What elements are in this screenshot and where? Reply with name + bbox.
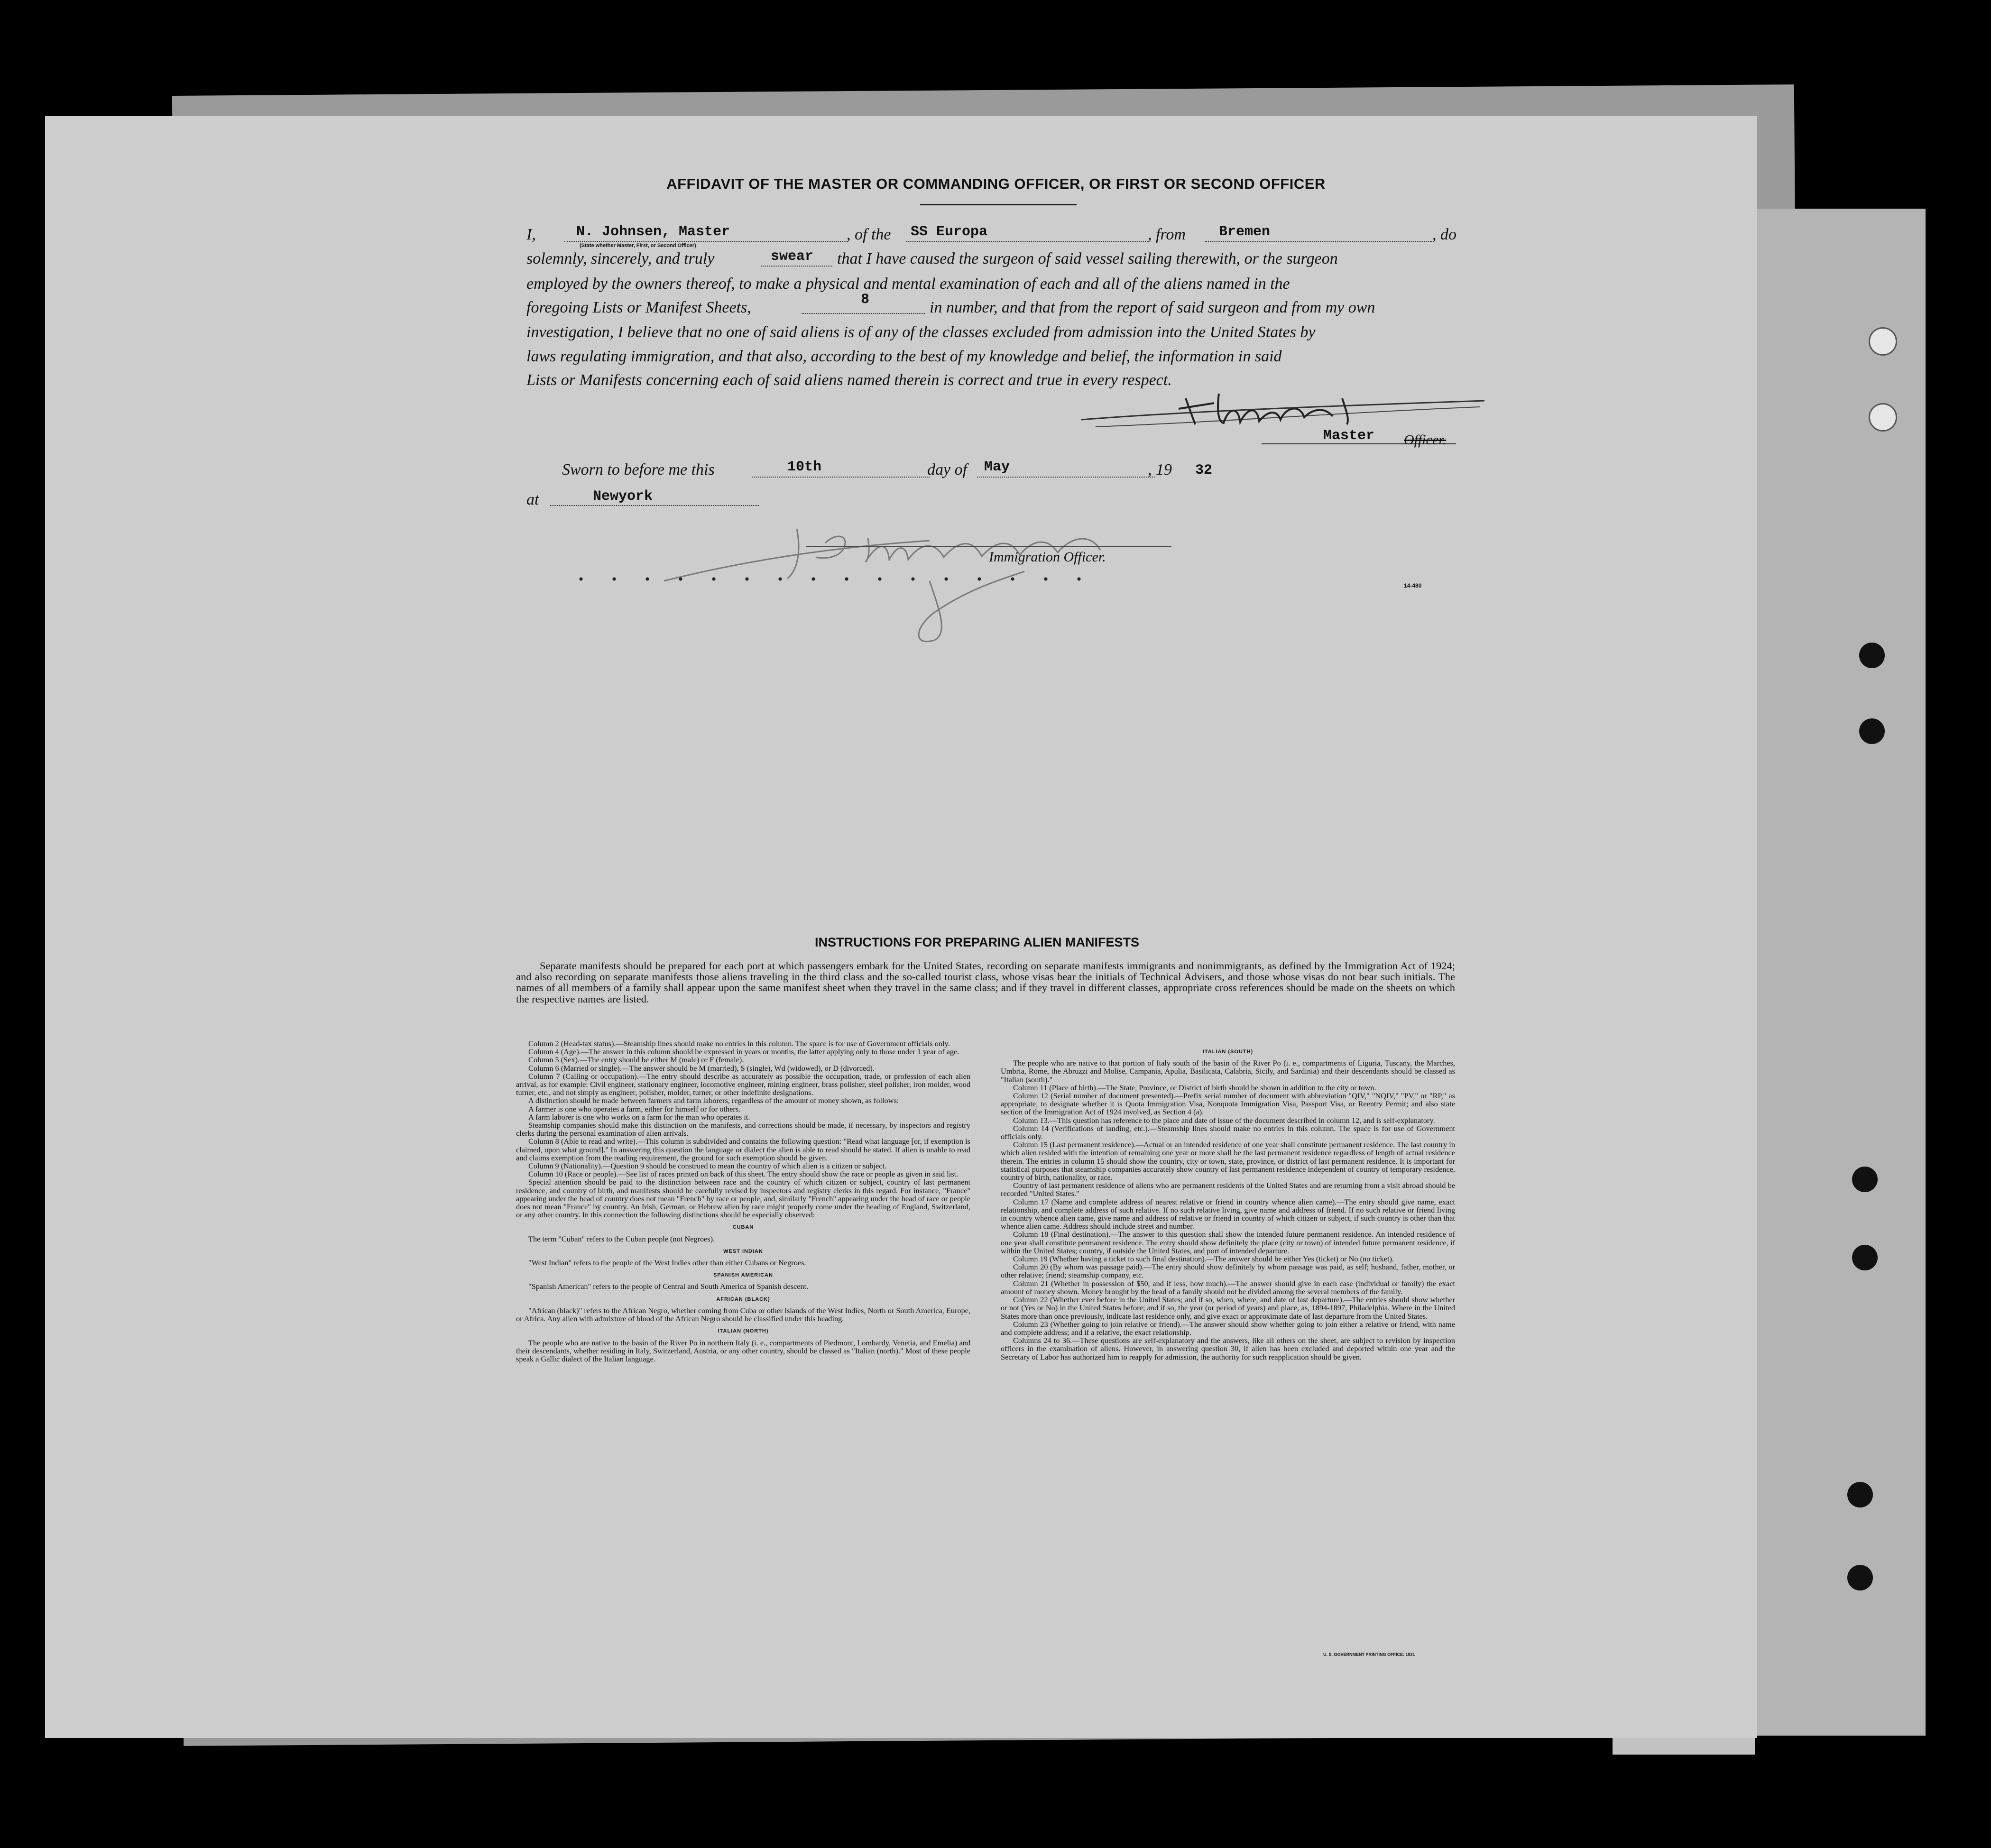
blank-line [802,313,925,314]
binder-hole-icon [1847,1565,1873,1591]
paragraph: Column 8 (Able to read and write).—This column is subdivided and contains the following question: "Read what language [or, if exemption is claimed, upon what ground]." In answering this question the language or dialect the alien is able to read should be stated. If alien is unable to read and claims exemption from the reading requirement, the ground for such exemption should be given. [516,1137,970,1162]
signature-line [806,546,1171,547]
paragraph: Column 13.—This question has reference to the place and date of issue of the document described in column 12, and is self-explanatory. [1013,1115,1435,1125]
binder-hole-icon [1869,403,1897,432]
instructions-title: INSTRUCTIONS FOR PREPARING ALIEN MANIFESTS [814,935,1140,949]
paragraph: "African (black)" refers to the African Negro, whether coming from Cuba or other islands of the West Indies, North or South America, Europe, or Africa. Any alien with admixture of blood of the African Negro should be classified under this heading. [516,1306,970,1324]
paragraph: Column 9 (Nationality).—Question 9 should be construed to mean the country of which alien is a citizen or subject. [528,1161,887,1171]
text: day of [927,461,968,478]
section-heading: ITALIAN (SOUTH) [1202,1049,1254,1055]
paragraph: Column 20 (By whom was passage paid).—The entry should show definitely by whom passage was paid, as self; husband, father, mother, or other relative; friend; steamship company, etc. [1001,1262,1455,1280]
paragraph: Columns 24 to 36.—These questions are self-explanatory and the answers, like all others on the sheet, are subject to revision by inspection officers in the examination of aliens. However, in answering question 30, if alien has been excluded and deported within one year and the Secretary of Labor has authorized him to reapply for admission, the authority for such reapplication should be given. [1001,1336,1455,1361]
affidavit-line-6: laws regulating immigration, and that also, according to the best of my knowledge and belief, the information in said [526,348,1282,365]
back-sheet-edge-right [1755,209,1926,1736]
text: , do [1432,226,1456,243]
affidavit-line-4 [526,299,751,317]
text: , 19 [1148,461,1172,478]
sworn-year-field: 32 [1195,462,1213,478]
text: foregoing Lists or Manifest Sheets, [526,299,751,316]
blank-line [564,241,847,242]
form-number: 14-480 [1404,582,1422,589]
paragraph: Steamship companies should make this distinction on the manifests, and corrections should be made, if necessary, by inspectors and registry clerks during the personal examination of alien arrivals. [516,1121,970,1138]
paragraph: A farm laborer is one who works on a farm for the man who operates it. [528,1112,750,1122]
sworn-place-field: Newyork [593,488,653,505]
paragraph: Column 12 (Serial number of document presented).—Prefix serial number of document with abbreviation "QIV," "NQIV," "PV," or "RP," as appropriate, to designate whether it is Quota Immigration Visa, Nonquota Immigration Visa, Passport Visa, or Reentry Permit; and also state section of the Immigration Act of 1924 involved, as Section 4 (a). [1001,1091,1455,1117]
officer-name-field: N. Johnsen, Master [576,224,730,240]
paragraph: Country of last permanent residence of aliens who are permanent residents of the United States and are returning from a visit abroad should be recorded "United States." [1001,1181,1455,1198]
blank-line [752,477,930,478]
paragraph: Column 10 (Race or people).—See list of races printed on back of this sheet. The entry should show the race or people as given in said list. [528,1169,959,1179]
blank-line [1205,241,1432,242]
paragraph: Column 4 (Age).—The answer in this column should be expressed in years or months, the latter applying only to those under 1 year of age. [528,1047,959,1057]
paragraph: Column 5 (Sex).—The entry should be either M (male) or F (female). [528,1055,744,1065]
departure-port-field: Bremen [1219,224,1271,240]
affidavit-line-5: investigation, I believe that no one of said aliens is of any of the classes excluded from admission into the United States by [526,323,1316,341]
paragraph: Column 19 (Whether having a ticket to such final destination).—The answer should be either Yes (ticket) or No (no ticket). [1013,1254,1394,1264]
perforation-dots [564,576,1110,582]
oath-field: swear [771,248,814,265]
paragraph: Column 6 (Married or single).—The answer should be M (married), S (single), Wd (widowed), or D (divorced). [528,1063,875,1073]
paragraph: Column 7 (Calling or occupation).—The entry should describe as accurately as possible the occupation, trade, or profession of each alien arrival, as for example: Civil engineer, stationary engineer, locomotive engineer, mining engineer, brass polisher, steel polisher, iron molder, wood turner, etc., and not simply as engineer, polisher, molder, turner, or other indefinite designations. [516,1071,970,1097]
sworn-month-field: May [984,459,1010,475]
paragraph: Column 22 (Whether ever before in the United States; and if so, when, where, and date of last departure).—The entries should show whether or not (Yes or No) in the United States before; and if so, the year (or period of years) and place, as, 1894-1897, Philadelphia. Where in the United States more than once previously, indicate last residence only, and give exact or approximate date of last departure from the United States. [1001,1295,1455,1321]
section-heading: ITALIAN (NORTH) [718,1328,769,1334]
title-rule [920,204,1077,205]
blank-line [761,266,832,267]
affidavit-line-7: Lists or Manifests concerning each of said aliens named therein is correct and true in every respect. [526,371,1172,389]
blank-line [906,241,1148,242]
instructions-left-column [516,1039,970,1363]
blank-line [977,477,1155,478]
paragraph: Special attention should be paid to the distinction between race and the country of which citizen or subject, country of last permanent residence, and country of birth, and manifests should be carefully revised by inspectors and registry clerks in this regard. For instance, "France" appearing under the head of country does not mean "French" by race or people, and, similarly "French" appearing under the head of race or people does not mean "France" by country. An Irish, German, or Hebrew alien by race might properly come under the heading of England, Switzerland, or any other country. In this connection the following distinctions should be especially observed: [516,1177,970,1220]
affidavit-line-3: employed by the owners thereof, to make a physical and mental examination of each and all of the aliens named in the [526,275,1290,293]
section-heading: WEST INDIAN [723,1248,763,1254]
paragraph: Column 2 (Head-tax status).—Steamship lines should make no entries in this column. The space is for use of Government officials only. [528,1039,950,1048]
paragraph: Column 15 (Last permanent residence).—Actual or an intended residence of one year shall constitute permanent residence. The last country in which alien resided with the intention of remaining one year or more shall be the last permanent residence regardless of length of actual residence therein. The entries in column 15 should show the country, city or town, state, province, or district of last permanent residence. It is important for statistical purposes that steamship companies accurately show country of last permanent residence independent of country of temporary residence, country of birth, nationality, or race. [1001,1140,1455,1182]
text: that I have caused the surgeon of said vessel sailing therewith, or the surgeon [837,250,1338,267]
paragraph: "Spanish American" refers to the people of Central and South America of Spanish descent. [528,1282,809,1291]
paragraph: The people who are native to that portion of Italy south of the basin of the River Po (i. e., compartments of Liguria, Tuscany, the Marches, Umbria, Rome, the Abruzzi and Molise, Campania, Apulia, Basilicata, Calabria, Sicily, and Sardinia) and their descendants should be classed as "Italian (south)." [1001,1058,1455,1084]
paragraph: A farmer is one who operates a farm, either for himself or for others. [528,1104,741,1113]
paragraph: Column 14 (Verifications of landing, etc.).—Steamship lines should make no entries in this column. The space is for use of Government officials only. [1001,1123,1455,1141]
officer-caption: Immigration Officer. [989,549,1106,565]
affidavit-line-1 [526,226,536,244]
affidavit-title: AFFIDAVIT OF THE MASTER OR COMMANDING OFFICER, OR FIRST OR SECOND OFFICER [666,175,1326,192]
sworn-text: Sworn to before me this [562,461,715,478]
section-heading: CUBAN [732,1224,754,1231]
paragraph: "West Indian" refers to the people of the West Indies other than either Cubans or Negroes. [528,1258,806,1268]
paragraph: Column 18 (Final destination).—The answer to this question shall show the intended future permanent residence. An intended residence of one year shall constitute permanent residence. The entry should show definitely the place (city or town) of intended future permanent residence, if within the United States; country, if outside the United States, and port of intended departure. [1001,1230,1455,1255]
binder-hole-icon [1859,643,1885,668]
at-label: at [526,491,539,508]
blank-line [550,505,759,506]
binder-hole-icon [1869,327,1897,356]
paragraph: Column 23 (Whether going to join relative or friend).—The answer should show whether going to join either a relative or friend, with name and complete address; and if a relative, the exact relationship. [1001,1319,1455,1337]
signer-struck-officer: Officer. [1404,432,1447,448]
binder-hole-icon [1852,1245,1878,1270]
text: , from [1148,226,1186,243]
text: in number, and that from the report of said surgeon and from my own [930,299,1375,316]
binder-hole-icon [1847,1482,1873,1508]
vessel-field: SS Europa [911,224,988,240]
instructions-intro: Separate manifests should be prepared for each port at which passengers embark for the United States, recording on separate manifests immigrants and nonimmigrants, as defined by the Immigration Act of 1924; and also recording on separate manifests those aliens traveling in the third class and the so-called tourist class, whose visas bear the initials of Technical Advisers, and those whose visas do not bear such initials. The names of all members of a family shall appear upon the same manifest sheet when they travel in the same class; and if they travel in different classes, appropriate cross references should be made on the sheets on which the respective names are listed. [516,960,1455,1005]
sheet-count-field: 8 [861,292,870,308]
paragraph: Column 17 (Name and complete address of nearest relative or friend in country whence alien came).—The entry should give name, exact relationship, and complete address of such relative. If no such relative living, give name and address of friend. If no such relative or friend living in country whence alien came, give name and address of relative or friend in country of which citizen or subject, if such country is other than that whence alien came. Address should include street and number. [1001,1197,1455,1231]
instructions-right-column [1001,1048,1455,1361]
paragraph: Column 21 (Whether in possession of $50, and if less, how much).—The answer should give in each case (individual or family) the exact amount of money shown. Money brought by the head of a family should not be divided among the several members of the family. [1001,1278,1455,1296]
text: solemnly, sincerely, and truly [526,250,715,267]
binder-hole-icon [1859,718,1885,744]
paragraph: Column 11 (Place of birth).—The State, Province, or District of birth should be shown in addition to the city or town. [1013,1083,1376,1092]
paragraph: The term "Cuban" refers to the Cuban people (not Negroes). [528,1234,715,1243]
text: , of the [847,226,891,243]
section-heading: AFRICAN (BLACK) [716,1296,770,1302]
printer-imprint: U. S. GOVERNMENT PRINTING OFFICE: 1931 [1323,1652,1415,1657]
paragraph: The people who are native to the basin of the River Po in northern Italy (i. e., compartments of Piedmont, Lombardy, Venetia, and Emelia) and their descendants, whether residing in Italy, Switzerland, Austria, or any other country, should be classed as "Italian (north)." Most of these people speak a Gallic dialect of the Italian language. [516,1338,970,1363]
signer-title: Master [1323,428,1375,444]
affidavit-line-2 [526,250,714,268]
sworn-day-field: 10th [787,459,822,475]
binder-hole-icon [1852,1167,1878,1192]
paragraph: A distinction should be made between farmers and farm laborers, regardless of the amount of money shown, as follows: [528,1096,899,1105]
text: I, [526,226,536,243]
section-heading: SPANISH AMERICAN [713,1272,773,1278]
officer-name-caption: (State whether Master, First, or Second Officer) [580,243,696,248]
